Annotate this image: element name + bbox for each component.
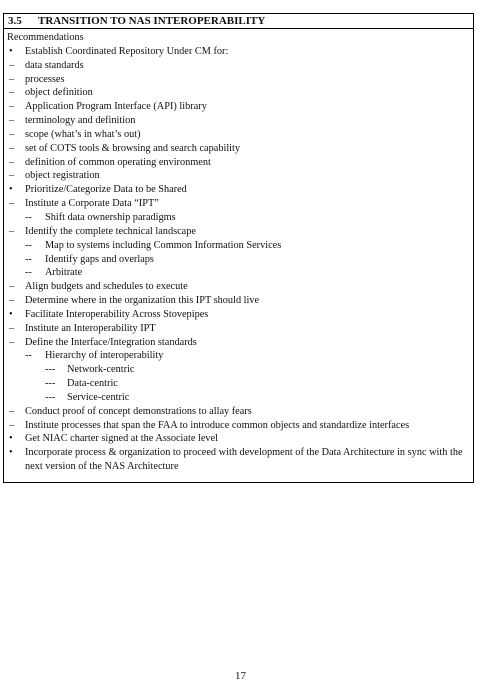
recommendations-list [4, 29, 473, 474]
list-item [7, 432, 473, 446]
dash-marker: --- [45, 391, 56, 403]
list-item [7, 156, 473, 170]
list-item [7, 322, 473, 336]
bullet-marker: • [9, 184, 13, 196]
list-item-text: data standards [25, 59, 84, 71]
dash-marker: -- [25, 267, 32, 279]
list-item-text: processes [25, 73, 65, 85]
dash-marker: – [9, 156, 15, 168]
list-item-text: Hierarchy of interoperability [45, 350, 164, 362]
dash-marker: -- [25, 350, 32, 362]
list-item [7, 239, 473, 253]
bullet-marker: • [9, 308, 13, 320]
dash-marker: – [9, 281, 15, 293]
list-item [7, 391, 473, 405]
list-item-text: Institute a Corporate Data “IPT” [25, 198, 159, 210]
list-item-text: object registration [25, 170, 100, 182]
dash-marker: --- [45, 364, 56, 376]
list-item-text: Determine where in the organization this IPT should live [25, 295, 260, 307]
list-heading [7, 31, 473, 45]
list-item [7, 183, 473, 197]
dash-marker: – [9, 87, 15, 99]
list-item-text: Identify gaps and overlaps [45, 253, 154, 265]
list-item-text: Conduct proof of concept demonstrations to allay fears [25, 405, 252, 417]
list-item-text: Define the Interface/Integration standards [25, 336, 197, 348]
list-item [7, 349, 473, 363]
list-item [7, 45, 473, 59]
recommendations-box [3, 13, 474, 483]
dash-marker: – [9, 336, 15, 348]
list-item [7, 59, 473, 73]
list-item [7, 280, 473, 294]
list-item [7, 169, 473, 183]
list-item [7, 128, 473, 142]
list-item-text: object definition [25, 87, 93, 99]
list-item [7, 363, 473, 377]
dash-marker: – [9, 73, 15, 85]
list-item-text: Identify the complete technical landscape [25, 225, 196, 237]
section-number: 3.5 [8, 15, 22, 27]
list-item-text: Establish Coordinated Repository Under CM for: [25, 45, 229, 57]
dash-marker: --- [45, 378, 56, 390]
page-number: 17 [235, 670, 246, 682]
list-item [7, 142, 473, 156]
list-item [7, 86, 473, 100]
dash-marker: – [9, 295, 15, 307]
dash-marker: – [9, 128, 15, 140]
dash-marker: – [9, 142, 15, 154]
list-item-text: Service-centric [67, 391, 130, 403]
dash-marker: – [9, 419, 15, 431]
section-title: TRANSITION TO NAS INTEROPERABILITY [38, 15, 266, 27]
list-item-text: Shift data ownership paradigms [45, 211, 176, 223]
list-item [7, 266, 473, 280]
list-item-text: scope (what’s in what’s out) [25, 128, 141, 140]
list-item-text: definition of common operating environment [25, 156, 211, 168]
section-header [4, 14, 473, 29]
list-item [7, 419, 473, 433]
list-item-text: Align budgets and schedules to execute [25, 281, 188, 293]
dash-marker: – [9, 405, 15, 417]
list-item [7, 294, 473, 308]
list-item [7, 211, 473, 225]
list-item-text: Map to systems including Common Information Services [45, 239, 282, 251]
list-item [7, 100, 473, 114]
dash-marker: – [9, 115, 15, 127]
list-item [7, 377, 473, 391]
dash-marker: – [9, 322, 15, 334]
list-item-text: Network-centric [67, 364, 135, 376]
list-item-text: Institute an Interoperability IPT [25, 322, 156, 334]
bullet-marker: • [9, 447, 13, 459]
list-item-text: Data-centric [67, 378, 118, 390]
dash-marker: -- [25, 239, 32, 251]
bullet-marker: • [9, 45, 13, 57]
list-item [7, 225, 473, 239]
list-item [7, 114, 473, 128]
dash-marker: – [9, 101, 15, 113]
bullet-marker: • [9, 433, 13, 445]
list-item [7, 308, 473, 322]
list-item-text: Application Program Interface (API) library [25, 101, 207, 113]
dash-marker: -- [25, 211, 32, 223]
list-item-text: terminology and definition [25, 115, 136, 127]
list-item [7, 446, 473, 474]
list-item-text: Facilitate Interoperability Across Stovepipes [25, 308, 209, 320]
list-item-text: Get NIAC charter signed at the Associate level [25, 433, 219, 445]
dash-marker: – [9, 225, 15, 237]
dash-marker: – [9, 170, 15, 182]
dash-marker: -- [25, 253, 32, 265]
list-item [7, 253, 473, 267]
list-item-text: Incorporate process & organization to proceed with development of the Data Architecture in sync with the next version of the NAS Architecture [25, 447, 463, 473]
list-item-text: set of COTS tools & browsing and search capability [25, 142, 241, 154]
list-item [7, 197, 473, 211]
list-item [7, 405, 473, 419]
list-item-text: Institute processes that span the FAA to introduce common objects and standardize interfaces [25, 419, 410, 431]
list-item-text: Arbitrate [45, 267, 83, 279]
list-item [7, 336, 473, 350]
list-item [7, 73, 473, 87]
list-item-text: Prioritize/Categorize Data to be Shared [25, 184, 187, 196]
list-item-text: Recommendations [7, 32, 84, 43]
dash-marker: – [9, 59, 15, 71]
dash-marker: – [9, 198, 15, 210]
